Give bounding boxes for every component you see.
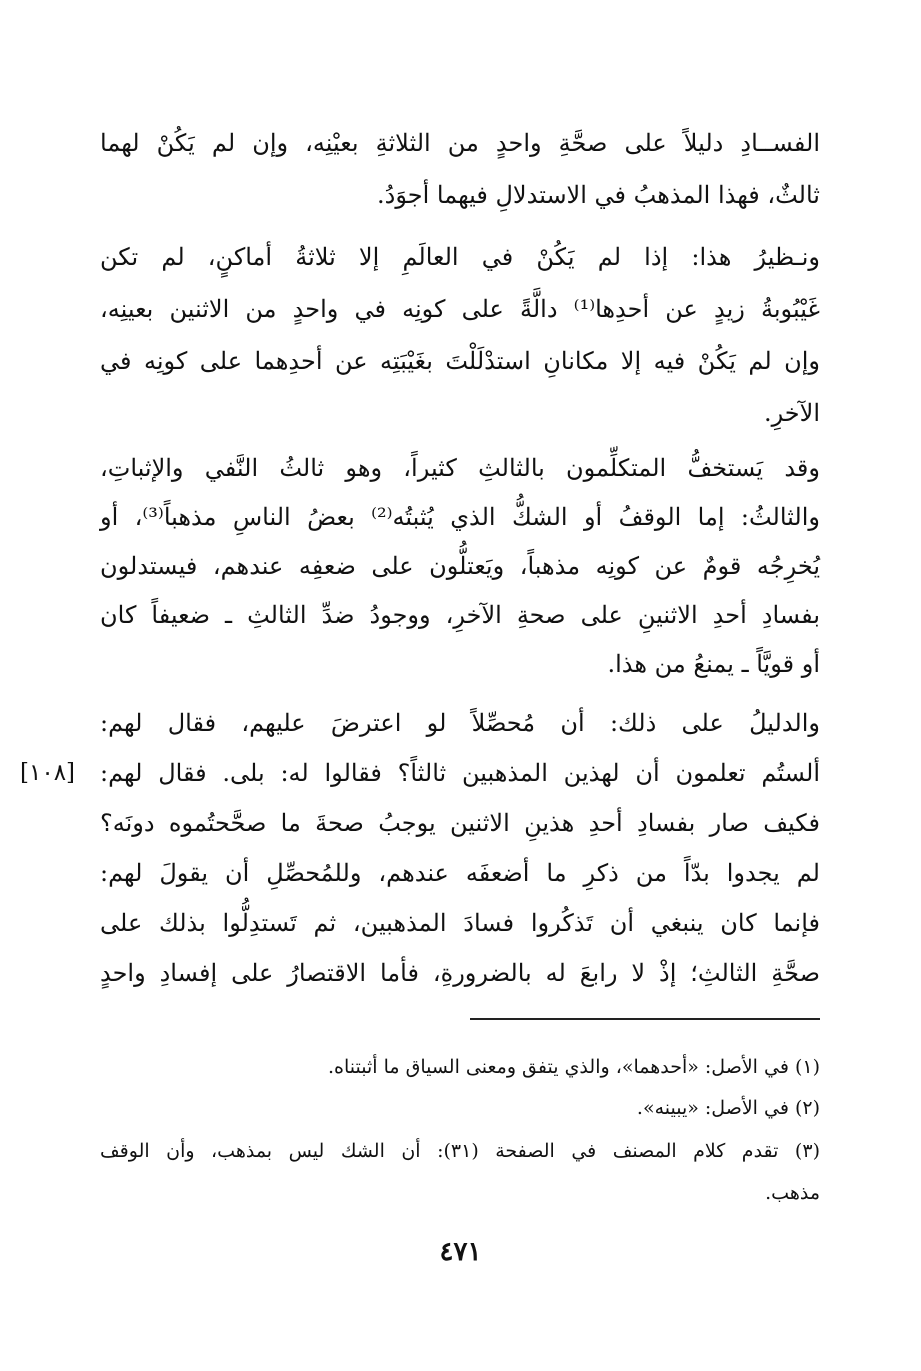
body-line: وقد يَستخفُّ المتكلِّمون بالثالثِ كثيراً، وهو ثالثُ النَّفي والإثباتِ، bbox=[100, 454, 820, 482]
body-line: ألستُم تعلمون أن لهذين المذهبين ثالثاً؟ فقالوا له: بلى. فقال لهم: bbox=[100, 759, 820, 787]
body-line: غَيْبُوبةُ زيدٍ عن أحدِها⁽¹⁾ دالَّةً على كونِه في واحدٍ من الاثنين بعينِه، bbox=[100, 295, 820, 323]
body-line: ونـظيرُ هذا: إذا لم يَكُنْ في العالَمِ إلا ثلاثةُ أماكنٍ، لم تكن bbox=[100, 243, 820, 271]
body-line: والثالثُ: إما الوقفُ أو الشكُّ الذي يُثبتُه⁽²⁾ بعضُ الناسِ مذهباً⁽³⁾، أو bbox=[100, 503, 820, 531]
body-line: فكيف صار بفسادِ أحدِ هذينِ الاثنين يوجبُ صحةَ ما صحَّحتُموه دونَه؟ bbox=[100, 809, 820, 837]
footnote: (١) في الأصل: «أحدهما»، والذي يتفق ومعنى السياق ما أثبتناه. bbox=[328, 1056, 820, 1078]
footnote-separator bbox=[470, 1018, 820, 1020]
page-number: ٤٧١ bbox=[439, 1237, 482, 1267]
body-line: صحَّةِ الثالثِ؛ إذْ لا رابعَ له بالضرورةِ، فأما الاقتصارُ على إفسادِ واحدٍ bbox=[100, 959, 820, 987]
body-line: وإن لم يَكُنْ فيه إلا مكانانِ استدْلَلْتَ بغَيْبَتِه عن أحدِهما على كونِه في bbox=[100, 347, 820, 375]
body-line: فإنما كان ينبغي أن تَذكُروا فسادَ المذهبين، ثم تَستدِلُّوا بذلك على bbox=[100, 909, 820, 937]
body-line: ثالثٌ، فهذا المذهبُ في الاستدلالِ فيهما أجوَدُ. bbox=[377, 181, 820, 209]
footnote: (٢) في الأصل: «يبينه». bbox=[636, 1097, 820, 1119]
body-line: بفسادِ أحدِ الاثنينِ على صحةِ الآخرِ، ووجودُ ضدِّ الثالثِ ـ ضعيفاً كان bbox=[100, 601, 821, 629]
body-line: والدليلُ على ذلك: أن مُحصِّلاً لو اعترضَ عليهم، فقال لهم: bbox=[100, 709, 820, 737]
body-line: يُخرِجُه قومٌ عن كونِه مذهباً، ويَعتلُّون على ضعفِه عندهم، فيستدلون bbox=[100, 552, 820, 580]
body-line: الآخرِ. bbox=[763, 399, 820, 427]
footnote-continuation: مذهب. bbox=[765, 1182, 820, 1204]
footnote: (٣) تقدم كلام المصنف في الصفحة (٣١): أن الشك ليس بمذهب، وأن الوقف bbox=[100, 1140, 820, 1162]
body-line: أو قويَّاً ـ يمنعُ من هذا. bbox=[607, 650, 820, 678]
body-line: الفســادِ دليلاً على صحَّةِ واحدٍ من الثلاثةِ بعيْنِه، وإن لم يَكُنْ لهما bbox=[100, 129, 820, 157]
body-line: لم يجدوا بدّاً من ذكرِ ما أضعفَه عندهم، وللمُحصِّلِ أن يقولَ لهم: bbox=[100, 859, 820, 887]
margin-page-reference: [١٠٨] bbox=[20, 760, 76, 786]
